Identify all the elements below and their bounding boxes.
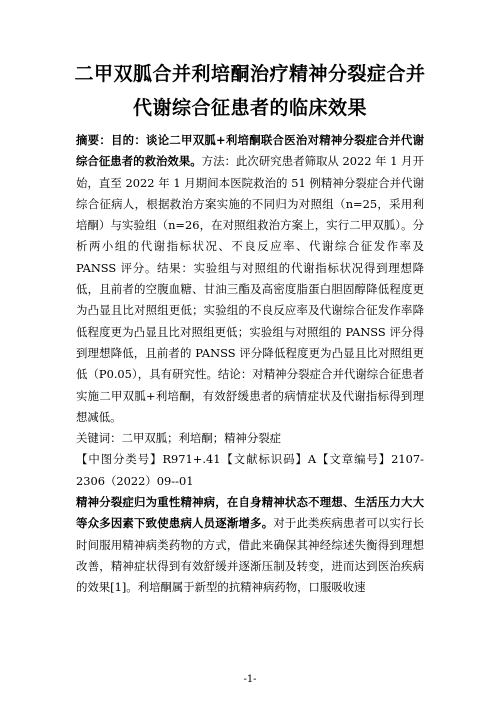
page-number: -1- — [243, 674, 257, 685]
title-line-1: 二甲双胍合并利培酮治疗精神分裂症合并 — [74, 63, 426, 85]
title-line-2: 代谢综合征患者的临床效果 — [132, 97, 367, 119]
classification-line: 【中图分类号】R971+.41【文献标识码】A【文章编号】2107-2306（2022）09--01 — [76, 452, 424, 488]
abstract-text: 方法：此次研究患者筛取从 2022 年 1 月开始，直至 2022 年 1 月期间本医院救治的 51 例精神分裂症合并代谢综合征病人，根据救治方案实施的不同归为对照组（n=25，采用利培酮）与实验组（n=26，在对照组救治方案上，实行二甲双胍）。分析两小组的代谢指标状况、不良反应率、代谢综合征发作率及 PANSS 评分。结果：实验组与对照组的代谢指标状况得到理想降低，且前者的空腹血糖、甘油三酯及高密度脂蛋白胆固醇降低程度更为凸显且比对照组更低；实验组的不良反应率及代谢综合征发作率降低程度更为凸显且比对照组更低；实验组与对照组的 PANSS 评分得到理想降低，且前者的 PANSS 评分降低程度更为凸显且比对照组更低（P0.05），具有研究性。结论：对精神分裂症合并代谢综合征患者实施二甲双胍+利培酮，有效舒缓患者的病情症状及代谢指标得到理想减低。 — [76, 154, 424, 424]
body-text — [76, 130, 424, 599]
keywords: 关键词：二甲双胍；利培酮；精神分裂症 — [76, 431, 282, 446]
intro-paragraph — [76, 492, 424, 598]
intro-text: 对于此类疾病患者可以实行长时间服用精神病类药物的方式，借此来确保其神经综述失衡得到理想改善，精神症状得到有效舒缓并逐渐压制及转变，进而达到医治疾病的效果[1]。利培酮属于新型的抗精神病药物，口服吸收速 — [76, 516, 424, 595]
intro-lead: 精神分裂症归为重性精神病，在自身精神状态不理想、生活压力大大等众多因素下致使患病人员逐渐增多。 — [76, 495, 424, 531]
abstract — [76, 130, 424, 428]
abstract-lead: 摘要：目的：谈论二甲双胍+利培酮联合医治对精神分裂症合并代谢综合征患者的救治效果。 — [76, 133, 424, 169]
